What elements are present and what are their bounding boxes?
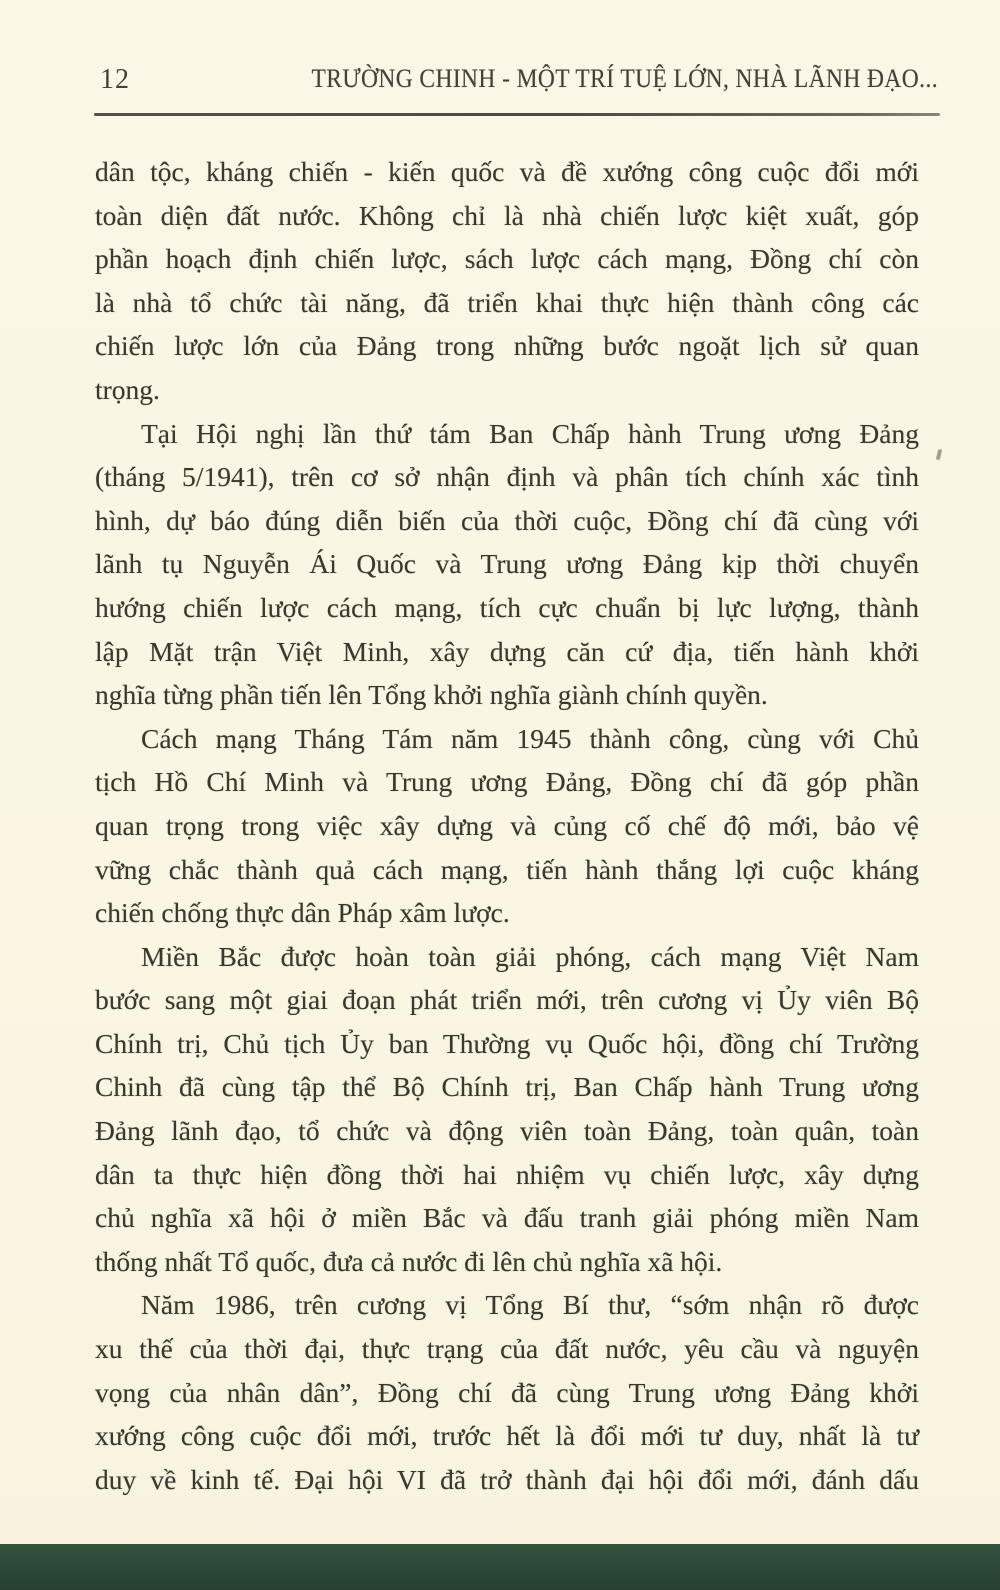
text-line: là nhà tổ chức tài năng, đã triển khai thực hiện thành công các: [95, 286, 919, 318]
text-line: duy về kinh tế. Đại hội VI đã trở thành đại hội đổi mới, đánh dấu: [95, 1463, 919, 1495]
paragraph: [95, 150, 919, 412]
text-line: Năm 1986, trên cương vị Tổng Bí thư, “sớm nhận rõ được: [141, 1289, 919, 1321]
text-line: trọng.: [95, 373, 160, 405]
scan-artifact-mark: [936, 449, 943, 461]
text-line: hình, dự báo đúng diễn biến của thời cuộc, Đồng chí đã cùng với: [95, 504, 919, 536]
header-divider: [94, 113, 940, 116]
text-line: Cách mạng Tháng Tám năm 1945 thành công, cùng với Chủ: [141, 722, 919, 754]
text-line: tịch Hồ Chí Minh và Trung ương Đảng, Đồng chí đã góp phần: [95, 766, 919, 798]
page-header: [100, 64, 938, 96]
text-line: chiến lược lớn của Đảng trong những bước ngoặt lịch sử quan: [95, 330, 919, 362]
text-line: Miền Bắc được hoàn toàn giải phóng, cách mạng Việt Nam: [141, 940, 919, 972]
text-line: quan trọng trong việc xây dựng và củng cố chế độ mới, bảo vệ: [95, 809, 919, 841]
text-line: lập Mặt trận Việt Minh, xây dựng căn cứ địa, tiến hành khởi: [95, 635, 919, 667]
paragraph: [95, 935, 919, 1284]
text-line: (tháng 5/1941), trên cơ sở nhận định và phân tích chính xác tình: [95, 461, 919, 493]
text-line: xu thế của thời đại, thực trạng của đất nước, yêu cầu và nguyện: [95, 1333, 919, 1365]
text-line: hướng chiến lược cách mạng, tích cực chuẩn bị lực lượng, thành: [95, 591, 919, 623]
text-line: Tại Hội nghị lần thứ tám Ban Chấp hành Trung ương Đảng: [141, 417, 919, 449]
text-line: Đảng lãnh đạo, tổ chức và động viên toàn Đảng, toàn quân, toàn: [95, 1115, 919, 1147]
text-line: Chinh đã cùng tập thể Bộ Chính trị, Ban Chấp hành Trung ương: [95, 1071, 919, 1103]
page-body: [95, 150, 919, 1501]
text-line: vọng của nhân dân”, Đồng chí đã cùng Trung ương Đảng khởi: [95, 1376, 919, 1408]
text-line: chủ nghĩa xã hội ở miền Bắc và đấu tranh giải phóng miền Nam: [95, 1202, 919, 1234]
text-line: thống nhất Tổ quốc, đưa cả nước đi lên chủ nghĩa xã hội.: [95, 1245, 723, 1277]
text-line: dân ta thực hiện đồng thời hai nhiệm vụ chiến lược, xây dựng: [95, 1158, 919, 1190]
running-title: TRƯỜNG CHINH - MỘT TRÍ TUỆ LỚN, NHÀ LÃNH ĐẠO...: [311, 64, 938, 94]
text-line: vững chắc thành quả cách mạng, tiến hành thắng lợi cuộc kháng: [95, 853, 919, 885]
footer-green-bar: [0, 1544, 1000, 1590]
text-line: nghĩa từng phần tiến lên Tổng khởi nghĩa giành chính quyền.: [95, 679, 768, 711]
text-line: dân tộc, kháng chiến - kiến quốc và đề xướng công cuộc đổi mới: [95, 156, 919, 187]
text-line: xướng công cuộc đổi mới, trước hết là đổi mới tư duy, nhất là tư: [95, 1420, 919, 1452]
page-number: 12: [100, 64, 130, 95]
paragraph: [95, 717, 919, 935]
paragraph: [95, 412, 919, 717]
text-line: Chính trị, Chủ tịch Ủy ban Thường vụ Quốc hội, đồng chí Trường: [95, 1027, 919, 1059]
paragraph: [95, 1283, 919, 1501]
text-line: bước sang một giai đoạn phát triển mới, trên cương vị Ủy viên Bộ: [95, 984, 919, 1016]
text-line: phần hoạch định chiến lược, sách lược cách mạng, Đồng chí còn: [95, 243, 919, 275]
text-line: lãnh tụ Nguyễn Ái Quốc và Trung ương Đảng kịp thời chuyển: [95, 548, 919, 580]
text-line: chiến chống thực dân Pháp xâm lược.: [95, 897, 510, 929]
text-line: toàn diện đất nước. Không chỉ là nhà chiến lược kiệt xuất, góp: [95, 199, 919, 231]
